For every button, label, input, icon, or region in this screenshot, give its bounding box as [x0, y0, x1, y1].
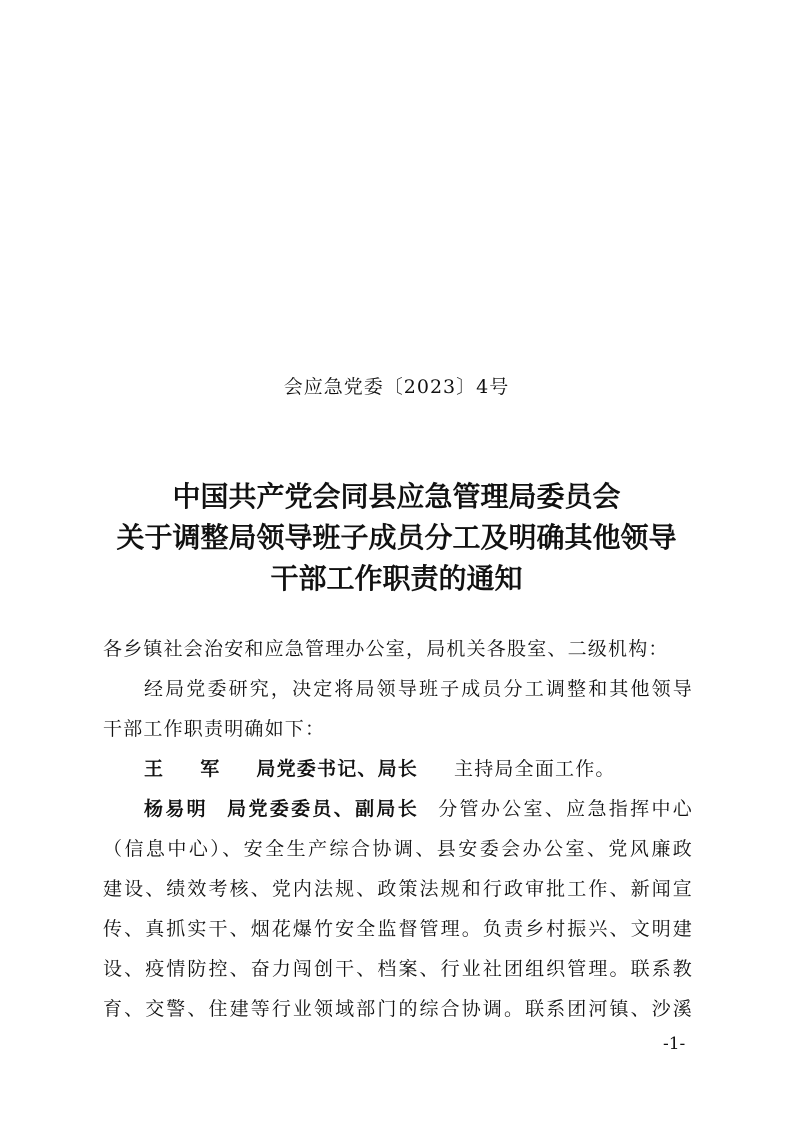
- leader-entry-yangyiming: [103, 789, 693, 829]
- document-body: [103, 629, 693, 1029]
- leader-duties-line-6: 育、交警、住建等行业领域部门的综合协调。联系团河镇、沙溪: [103, 998, 693, 1020]
- leader-duties: 主持局全面工作。: [454, 758, 616, 780]
- leader-duties-line-4: 传、真抓实干、烟花爆竹安全监督管理。负责乡村振兴、文明建: [103, 918, 693, 940]
- title-line-2: 关于调整局领导班子成员分工及明确其他领导: [116, 521, 677, 554]
- leader-title: 局党委书记、局长: [256, 758, 419, 780]
- title-line-1: 中国共产党会同县应急管理局委员会: [172, 480, 621, 513]
- leader-duties-line-3: 建设、绩效考核、党内法规、政策法规和行政审批工作、新闻宣: [103, 878, 693, 900]
- document-number: 会应急党委〔2023〕4号: [283, 376, 510, 398]
- leader-entry-wangjun: [103, 749, 693, 789]
- leader-duties-line-1: 分管办公室、应急指挥中心: [437, 798, 693, 820]
- leader-name-part-1: 王: [144, 758, 165, 780]
- leader-duties-line-2: （信息中心）、安全生产综合协调、县安委会办公室、党风廉政: [103, 838, 693, 860]
- page-number: -1-: [663, 1034, 686, 1054]
- intro-paragraph-line-2: 干部工作职责明确如下：: [103, 718, 326, 740]
- document-title: [0, 476, 793, 599]
- leader-name: 杨易明: [144, 798, 208, 820]
- leader-duties-line-5: 设、疫情防控、奋力闯创干、档案、行业社团组织管理。联系教: [103, 958, 693, 980]
- intro-paragraph-line-1: 经局党委研究，决定将局领导班子成员分工调整和其他领导: [144, 678, 693, 700]
- title-line-3: 干部工作职责的通知: [270, 562, 523, 595]
- recipients-line: 各乡镇社会治安和应急管理办公室，局机关各股室、二级机构：: [103, 638, 669, 660]
- leader-name-part-2: 军: [200, 758, 221, 780]
- leader-title: 局党委委员、副局长: [225, 798, 420, 820]
